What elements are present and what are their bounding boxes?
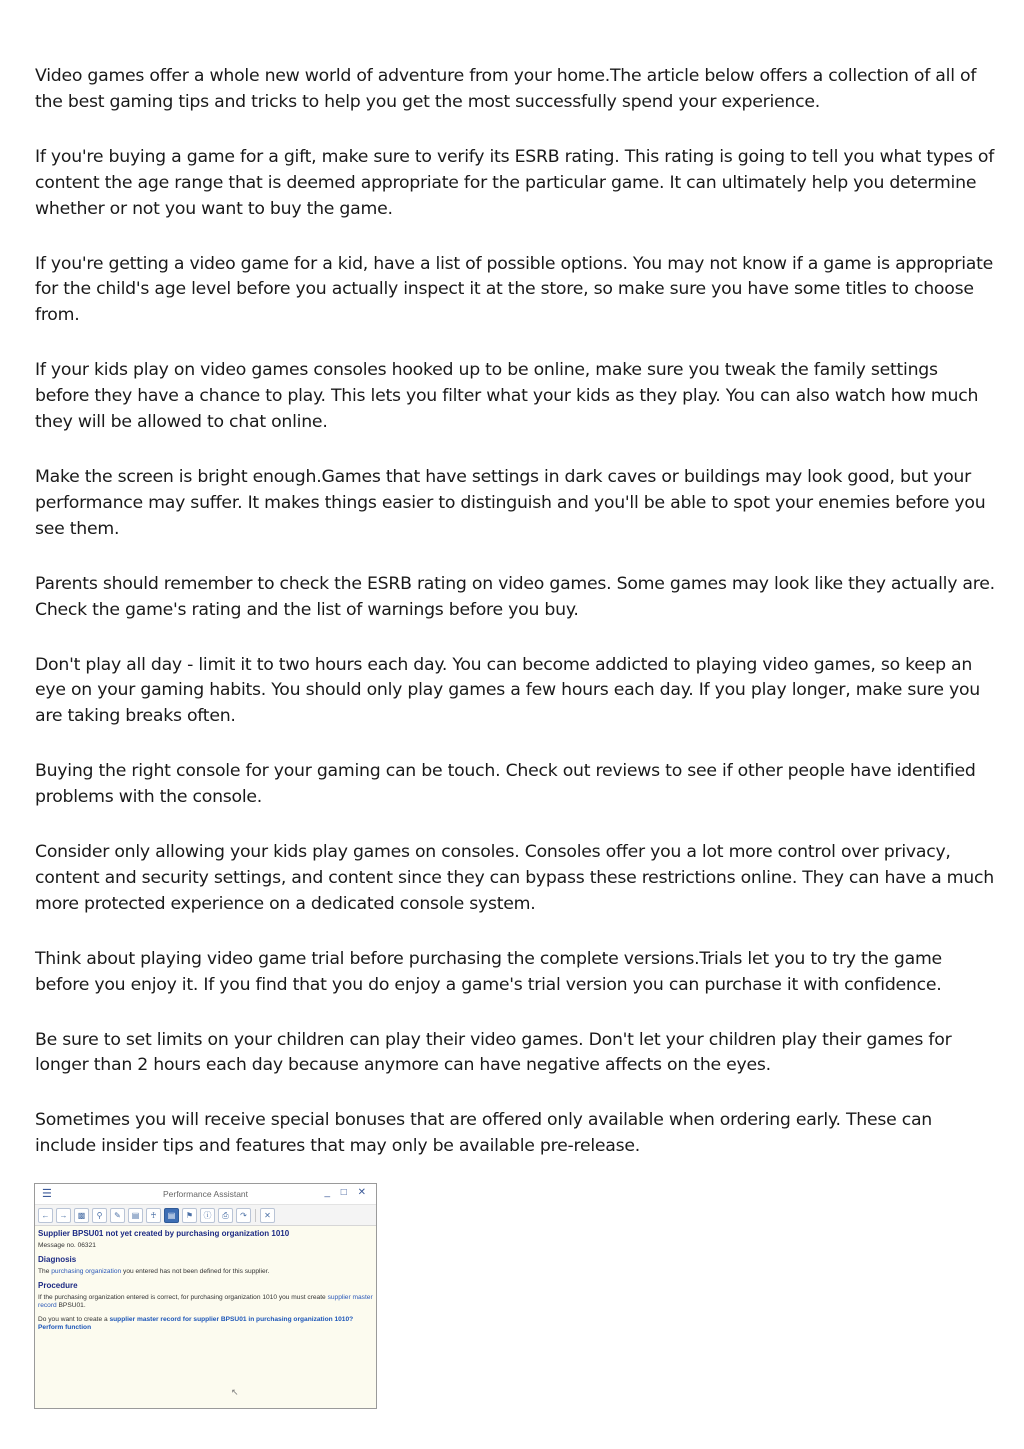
hamburger-icon[interactable]: ☰ [42,1188,52,1200]
edit-icon[interactable]: ✎ [110,1208,125,1223]
diagnosis-title: Diagnosis [38,1255,77,1264]
print-icon[interactable]: ⎙ [218,1208,233,1223]
window-titlebar [35,1184,376,1205]
paragraph: If you're buying a game for a gift, make sure to verify its ESRB rating. This rating is going to tell you what types of content the age range that is deemed appropriate for the particular game. It can ultimately help you determine whether or not you want to buy the game. [35,146,995,219]
message-heading: Supplier BPSU01 not yet created by purchasing organization 1010 [38,1229,290,1238]
toolbar [35,1205,376,1226]
paragraph: Parents should remember to check the ESRB rating on video games. Some games may look like they actually are. Check the game's rating and the list of warnings before you buy. [35,573,995,620]
paragraph: Don't play all day - limit it to two hours each day. You can become addicted to playing video games, so keep an eye on your gaming habits. You should only play games a few hours each day. If you play longer, make sure you are taking breaks often. [35,654,980,727]
window-controls[interactable]: _ □ ✕ [324,1187,370,1198]
paragraph: Be sure to set limits on your children can play their video games. Don't let your children play their games for longer than 2 hours each day because anymore can have negative affects on the eyes. [35,1029,952,1076]
assistant-content [35,1226,376,1332]
procedure-suffix: BPSU01. [56,1302,86,1309]
paragraph: Think about playing video game trial before purchasing the complete versions.Trials let you to try the game before you enjoy it. If you find that you do enjoy a game's trial version you can purchase it with confidence. [35,948,942,995]
message-number: Message no. 06321 [38,1242,96,1249]
procedure-text [38,1294,373,1310]
supplier-master-record-link[interactable]: supplier master record [38,1294,373,1309]
forward-arrow-icon[interactable]: → [56,1208,71,1223]
close-icon[interactable]: ✕ [260,1208,275,1223]
question-bold: supplier master record for supplier BPSU01 in purchasing organization 1010? [109,1316,354,1323]
diagnosis-prefix: The [38,1268,52,1275]
search-icon[interactable]: ⚲ [92,1208,107,1223]
question-prefix: Do you want to create a [38,1316,110,1323]
mouse-cursor-icon: ↖ [231,1387,239,1397]
article-body [35,64,995,1189]
long-text-icon[interactable]: ▤ [164,1208,179,1223]
toolbar-separator [255,1209,256,1222]
paragraph: If your kids play on video games consoles hooked up to be online, make sure you tweak the family settings before they have a chance to play. This lets you filter what your kids as they play. You can also watch how much they will be allowed to chat online. [35,360,979,433]
performance-assistant-screenshot [34,1183,377,1409]
paragraph: Video games offer a whole new world of adventure from your home.The article below offers a collection of all of the best gaming tips and tricks to help you get the most successfully spend your experience. [35,66,977,112]
create-question [38,1316,373,1324]
back-arrow-icon[interactable]: ← [38,1208,53,1223]
attach-icon[interactable]: ♰ [146,1208,161,1223]
paragraph: Make the screen is bright enough.Games that have settings in dark caves or buildings may look good, but your performance may suffer. It makes things easier to distinguish and you'll be able to spot your enemies before you see them. [35,466,986,539]
share-icon[interactable]: ↷ [236,1208,251,1223]
paragraph: Consider only allowing your kids play games on consoles. Consoles offer you a lot more control over privacy, content and security settings, and content since they can bypass these restrictions online. They can have a much more protected experience on a dedicated console system. [35,842,994,914]
window-title: Performance Assistant [162,1189,249,1199]
paragraph: If you're getting a video game for a kid, have a list of possible options. You may not know if a game is appropriate for the child's age level before you actually inspect it at the store, so make sure you have some titles to choose from. [35,253,994,326]
paragraph: Buying the right console for your gaming can be touch. Check out reviews to see if other people have identified problems with the console. [35,761,976,808]
procedure-prefix: If the purchasing organization entered is correct, for purchasing organization 1010 you must create [38,1294,328,1301]
procedure-title: Procedure [38,1281,78,1290]
info-icon[interactable]: ⓘ [200,1208,215,1223]
document-icon[interactable]: ▤ [128,1208,143,1223]
diagnosis-text [38,1268,373,1276]
diagnosis-suffix: you entered has not been defined for this supplier. [121,1268,270,1275]
delete-icon[interactable]: ▩ [74,1208,89,1223]
purchasing-organization-link[interactable]: purchasing organization [51,1268,122,1275]
bookmark-icon[interactable]: ⚑ [182,1208,197,1223]
perform-function-link[interactable]: Perform function [38,1324,92,1331]
paragraph: Sometimes you will receive special bonuses that are offered only available when ordering early. These can include insider tips and features that may only be available pre-release. [35,1110,933,1157]
